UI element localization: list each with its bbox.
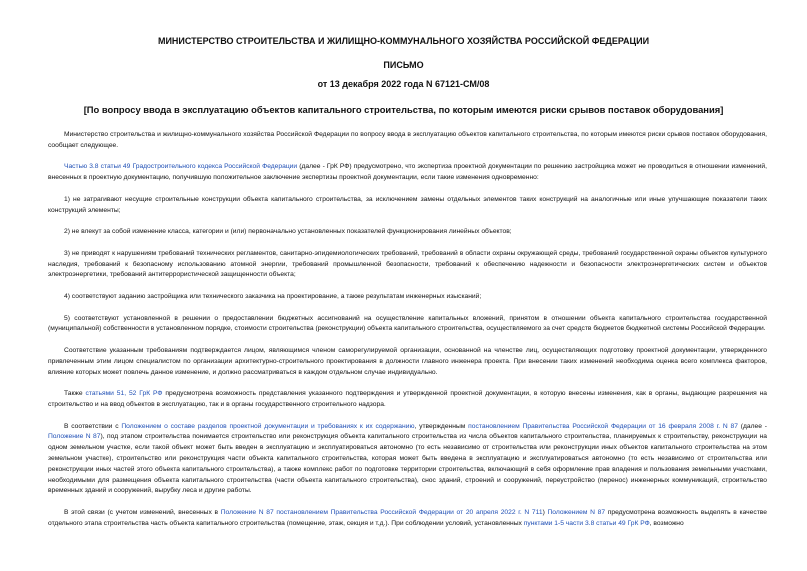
paragraph-regulation-87 xyxy=(48,422,767,498)
paragraph-compliance: Соответствие указанным требованиям подтверждается лицом, являющимся членом саморегулируемой организации, основанной на членстве лиц, осуществляющих подготовку проектной документации, утвержденного привлеченным этим лицом специалистом по организации архитектурно-строительного проектирования в должности главного инженера проекта. При внесении таких изменений необходима оценка всего комплекса факторов, влияние которых может повлечь данное изменение, и должно рассматриваться в каждом отдельном случае индивидуально. xyxy=(48,346,767,376)
paragraph-text: , возможно xyxy=(649,519,684,527)
paragraph-item-3: 3) не приводят к нарушениям требований технических регламентов, санитарно-эпидемиологических требований, требований в области охраны окружающей среды, требований государственной охраны объектов культурного наследия, требований к безопасному использованию атомной энергии, требований промышленной безопасности, требований к обеспечению надежности и безопасности электроэнергетических систем и объектов электроэнергетики, требований антитеррористической защищенности объекта; xyxy=(48,249,767,279)
paragraph-item-4: 4) соответствуют заданию застройщика или технического заказчика на проектирование, а также результатам инженерных изысканий; xyxy=(64,292,482,300)
link-regulation-87-2[interactable]: Положением N 87 xyxy=(547,508,606,516)
paragraph-2 xyxy=(48,162,767,184)
paragraph-text: предусмотрена возможность представления указанного подтверждения и утвержденной проектной документации, в которую внесены изменения, как в органы, выдающие разрешения на строительство и на ввод объектов в эксплуатацию, так и в органы государственного строительного надзора. xyxy=(48,390,767,408)
paragraph-text: ), под этапом строительства понимается строительство или реконструкция объекта капитального строительства из числа объектов капитального строительства, планируемых к строительству, реконструкции на одном земельном участке, если такой объект может быть введен в эксплуатацию и эксплуатироваться автономно (то есть независимо от строительства или реконструкции иных объектов капитального строительства на этом земельном участке), строительство или реконструкция части объекта капитального строительства, которая может быть введена в эксплуатацию и эксплуатироваться автономно (то есть независимо от строительства или реконструкции иных частей этого объекта капитального строительства), а также комплекс работ по подготовке территории строительства, включающий в себя оформление прав владения и пользования земельными участками, необходимыми для размещения объекта капитального строительства (части объекта капитального строительства), снос зданий, строений и сооружений, переустройство (перенос) инженерных коммуникаций, строительство временных зданий и сооружений, вырубку леса и другие работы. xyxy=(48,433,767,495)
document-type: ПИСЬМО xyxy=(383,60,424,70)
paragraph-articles-51-52 xyxy=(48,389,767,411)
paragraph-intro: Министерство строительства и жилищно-коммунального хозяйства Российской Федерации по вопросу ввода в эксплуатацию объектов капитального строительства, по которым имеются риски срывов поставок оборудования, сообщает следующее. xyxy=(48,131,767,149)
paragraph-text: , утвержденным xyxy=(414,422,469,430)
paragraph-item-2: 2) не влекут за собой изменение класса, категории и (или) первоначально установленных показателей функционирования линейных объектов; xyxy=(64,228,512,236)
paragraph-stages xyxy=(48,508,767,530)
link-resolution-87[interactable]: постановлением Правительства Российской Федерации от 16 февраля 2008 г. N 87 xyxy=(468,422,738,430)
link-items-1-5[interactable]: пунктами 1-5 части 3.8 статьи 49 ГрК РФ xyxy=(523,519,650,527)
paragraph-text: предусмотрена возможность выделять в качестве отдельного этапа строительства часть объекта капитального строительства (помещение, этаж, секция и т.д.). При соблюдении условий, установленных xyxy=(48,508,767,527)
paragraph-text: В соответствии с xyxy=(64,422,122,430)
paragraph-2-text: (далее - ГрК РФ) предусмотрено, что экспертиза проектной документации по решению застройщика может не проводиться в отношении изменений, внесенных в проектную документацию, получившую положительное заключение экспертизы проектной документации, если такие изменения одновременно: xyxy=(48,163,768,182)
paragraph-text: В этой связи (с учетом изменений, внесенных в xyxy=(64,508,221,516)
paragraph-text: Также xyxy=(64,390,86,398)
link-regulation-87[interactable]: Положение N 87 xyxy=(48,433,101,441)
paragraph-item-5: 5) соответствуют установленной в решении о предоставлении бюджетных ассигнований на осуществление капитальных вложений, принятом в отношении объекта капитального строительства государственной (муниципальной) собственности в установленном порядке, стоимости строительства (реконструкции) объекта капитального строительства, осуществляемого за счет средств бюджетов бюджетной системы Российской Федерации. xyxy=(48,314,767,333)
link-articles-51-52[interactable]: статьями 51, 52 ГрК РФ xyxy=(85,390,163,398)
document-subject: [По вопросу ввода в эксплуатацию объектов капитального строительства, по которым имеются риски срывов поставок оборудования] xyxy=(83,104,724,115)
document-body xyxy=(48,130,767,540)
link-art-49-part-3-8[interactable]: Частью 3.8 статьи 49 Градостроительного кодекса Российской Федерации xyxy=(64,163,298,171)
paragraph-item-1: 1) не затрагивают несущие строительные конструкции объекта капитального строительства, за исключением замены отдельных элементов таких конструкций на аналогичные или иные улучшающие показатели таких конструкций элементы; xyxy=(48,195,767,214)
document-date-number: от 13 декабря 2022 года N 67121-СМ/08 xyxy=(317,79,490,89)
paragraph-text: ) xyxy=(542,508,548,516)
link-resolution-711[interactable]: Положение N 87 постановлением Правительства Российской Федерации от 20 апреля 2022 г. N 711 xyxy=(220,508,543,516)
paragraph-text: (далее - xyxy=(738,422,768,430)
ministry-title: МИНИСТЕРСТВО СТРОИТЕЛЬСТВА И ЖИЛИЩНО-КОММУНАЛЬНОГО ХОЗЯЙСТВА РОССИЙСКОЙ ФЕДЕРАЦИИ xyxy=(157,36,650,46)
link-regulation-composition[interactable]: Положением о составе разделов проектной документации и требованиях к их содержанию xyxy=(121,422,415,430)
